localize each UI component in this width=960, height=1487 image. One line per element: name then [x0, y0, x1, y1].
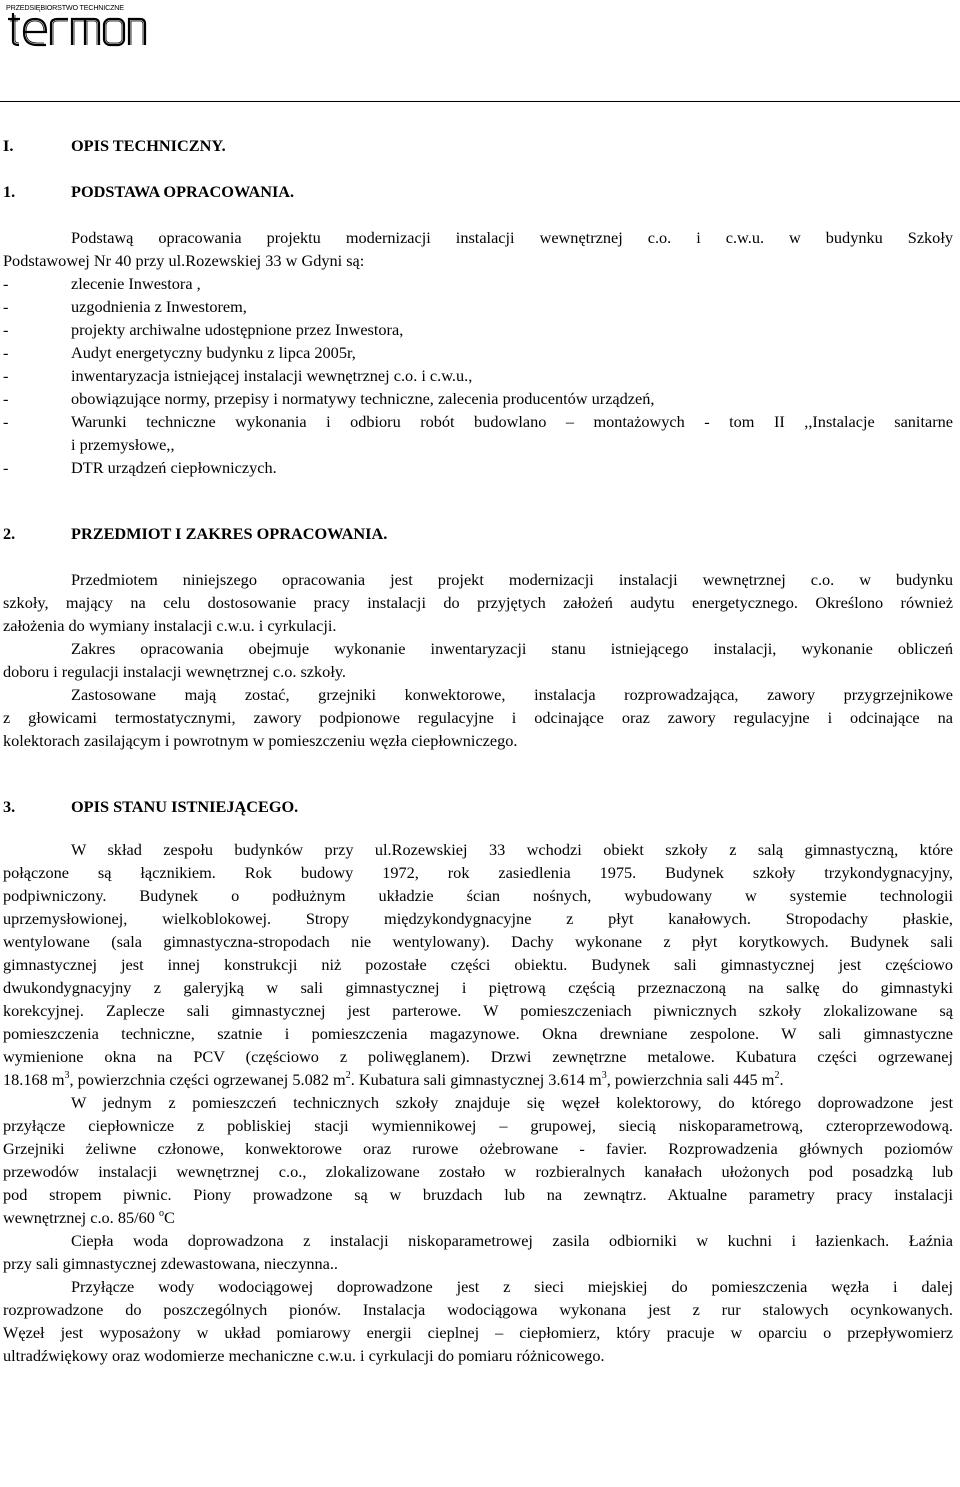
list-item: zlecenie Inwestora , [71, 274, 201, 293]
paragraph-line: Zakres opracowania obejmuje wykonanie inwentaryzacji stanu istniejącego instalacji, wykonanie obliczeń [71, 639, 953, 658]
list-dash: - [3, 412, 9, 431]
text-run: , powierzchnia części ogrzewanej 5.082 m [69, 1070, 346, 1089]
paragraph-line: Przyłącze wody wodociągowej doprowadzone jest z sieci miejskiej do pomieszczenia węzła i dalej [71, 1277, 953, 1296]
paragraph-line: pomieszczenia techniczne, szatnie i pomieszczenia magazynowe. Okna drewniane zespolone. W sali gimnastyczne [3, 1024, 953, 1043]
list-dash: - [3, 343, 9, 362]
list-dash: - [3, 366, 9, 385]
superscript: 3 [601, 1069, 607, 1081]
section-title: PRZEDMIOT I ZAKRES OPRACOWANIA. [71, 524, 388, 543]
list-item: projekty archiwalne udostępnione przez Inwestora, [71, 320, 404, 339]
list-dash: - [3, 389, 9, 408]
paragraph-line: założenia do wymiany instalacji c.w.u. i cyrkulacji. [3, 616, 337, 635]
paragraph-line: W jednym z pomieszczeń technicznych szkoły znajduje się węzeł kolektorowy, do którego doprowadzone jest [71, 1093, 953, 1112]
section-number: 2. [3, 524, 16, 543]
logo-tagline: PRZEDSIĘBIORSTWO TECHNICZNE [6, 4, 124, 12]
paragraph-line: Ciepła woda doprowadzona z instalacji niskoparametrowej zasila odbiorniki w kuchni i łazienkach. Łaźnia [71, 1231, 953, 1250]
degree-sign: o [158, 1207, 164, 1219]
section-number: 3. [3, 797, 16, 816]
text-run: . [779, 1070, 784, 1089]
list-item: uzgodnienia z Inwestorem, [71, 297, 247, 316]
list-item-continuation: i przemysłowe,, [71, 435, 175, 454]
list-dash: - [3, 320, 9, 339]
company-logo [3, 2, 145, 47]
superscript: 2 [774, 1069, 780, 1081]
text-run: C [163, 1208, 175, 1227]
paragraph-line: doboru i regulacji instalacji wewnętrznej c.o. szkoły. [3, 662, 346, 681]
list-dash: - [3, 458, 9, 477]
section-title: PODSTAWA OPRACOWANIA. [71, 182, 295, 201]
paragraph-line-with-units [3, 1070, 953, 1090]
section-title: OPIS STANU ISTNIEJĄCEGO. [71, 797, 299, 816]
superscript: 3 [64, 1069, 70, 1081]
paragraph-line: Przedmiotem niniejszego opracowania jest projekt modernizacji instalacji wewnętrznej c.o. w budynku [71, 570, 953, 589]
paragraph-line: przyłącze ciepłownicze z pobliskiej stacji wymiennikowej – grupowej, siecią niskoparametrową, czteroprzewodową. [3, 1116, 953, 1135]
header-rule [0, 101, 960, 102]
paragraph-line: Grzejniki żeliwne członowe, konwektorowe oraz rurowe ożebrowane - favier. Rozprowadzenia głównych poziomów [3, 1139, 953, 1158]
paragraph-line: przy sali gimnastycznej zdewastowana, nieczynna.. [3, 1254, 338, 1273]
text-run: , powierzchnia sali 445 m [606, 1070, 775, 1089]
paragraph-line: rozprowadzone do poszczególnych pionów. Instalacja wodociągowa wykonana jest z rur stalowych ocynkowanych. [3, 1300, 953, 1319]
paragraph-line: korekcyjnej. Zaplecze sali gimnastycznej jest parterowe. W pomieszczeniach piwnicznych szkoły zlokalizowane są [3, 1001, 953, 1020]
paragraph-line: pod stropem piwnic. Piony prowadzone są w bruzdach lub na zewnątrz. Aktualne parametry pracy instalacji [3, 1185, 953, 1204]
paragraph-line: Zastosowane mają zostać, grzejniki konwektorowe, instalacja rozprowadzająca, zawory przygrzejnikowe [71, 685, 953, 704]
volume-heated: 18.168 m [3, 1070, 65, 1089]
paragraph-line: podpiwniczony. Budynek o podłużnym układzie ścian nośnych, wybudowany w systemie technologii [3, 886, 953, 905]
paragraph-line: przewodów instalacji wewnętrznej c.o., zlokalizowane zostało w rozbieralnych kanałach ułożonych pod posadzką lub [3, 1162, 953, 1181]
paragraph-line: Węzeł jest wyposażony w układ pomiarowy energii cieplnej – ciepłomierz, który pracuje w oparciu o przepływomierz [3, 1323, 953, 1342]
paragraph-line: szkoły, mający na celu dostosowanie pracy instalacji do przyjętych założeń audytu energetycznego. Określono również [3, 593, 953, 612]
text-run: . Kubatura sali gimnastycznej 3.614 m [350, 1070, 602, 1089]
list-item: inwentaryzacja istniejącej instalacji wewnętrznej c.o. i c.w.u., [71, 366, 473, 385]
paragraph-line: Podstawą opracowania projektu modernizacji instalacji wewnętrznej c.o. i c.w.u. w budynku Szkoły [71, 228, 953, 247]
heading-title: OPIS TECHNICZNY. [71, 136, 226, 155]
paragraph-line: z głowicami termostatycznymi, zawory podpionowe regulacyjne i odcinające oraz zawory regulacyjne i odcinające na [3, 708, 953, 727]
logo-wordmark [6, 10, 148, 47]
paragraph-line: uprzemysłowionej, wielkoblokowej. Stropy międzykondygnacyjne z płyt kanałowych. Stropodachy płaskie, [3, 909, 953, 928]
list-item: Audyt energetyczny budynku z lipca 2005r, [71, 343, 356, 362]
paragraph-line-with-temperature [3, 1208, 175, 1228]
list-item: DTR urządzeń ciepłowniczych. [71, 458, 277, 477]
paragraph-line: ultradźwiękowy oraz wodomierze mechaniczne c.w.u. i cyrkulacji do pomiaru różnicowego. [3, 1346, 605, 1365]
paragraph-line: wymienione okna na PCV (częściowo z poliwęglanem). Drzwi zewnętrzne metalowe. Kubatura części ogrzewanej [3, 1047, 953, 1066]
paragraph-line: połączone są łącznikiem. Rok budowy 1972, rok zasiedlenia 1975. Budynek szkoły trzykondygnacyjny, [3, 863, 953, 882]
superscript: 2 [345, 1069, 351, 1081]
text-run: wewnętrznej c.o. 85/60 [3, 1208, 159, 1227]
paragraph-line: dwukondygnacyjny z galeryjką w sali gimnastycznej i piętrową częścią przeznaczoną na salkę do gimnastyki [3, 978, 953, 997]
paragraph-line: gimnastycznej jest innej konstrukcji niż pozostałe części obiektu. Budynek sali gimnastycznej jest częściowo [3, 955, 953, 974]
paragraph-line: Podstawowej Nr 40 przy ul.Rozewskiej 33 w Gdyni są: [3, 251, 365, 270]
list-dash: - [3, 297, 9, 316]
paragraph-line: wentylowane (sala gimnastyczna-stropodach nie wentylowany). Dachy wykonane z płyt korytkowych. Budynek sali [3, 932, 953, 951]
list-dash: - [3, 274, 9, 293]
paragraph-line: kolektorach zasilającym i powrotnym w pomieszczeniu węzła ciepłowniczego. [3, 731, 518, 750]
list-item: obowiązujące normy, przepisy i normatywy techniczne, zalecenia producentów urządzeń, [71, 389, 655, 408]
list-item: Warunki techniczne wykonania i odbioru robót budowlano – montażowych - tom II ,,Instalacje sanitarne [71, 412, 953, 431]
heading-number: I. [3, 136, 14, 155]
section-number: 1. [3, 182, 16, 201]
paragraph-line: W skład zespołu budynków przy ul.Rozewskiej 33 wchodzi obiekt szkoły z salą gimnastyczną, które [71, 840, 953, 859]
